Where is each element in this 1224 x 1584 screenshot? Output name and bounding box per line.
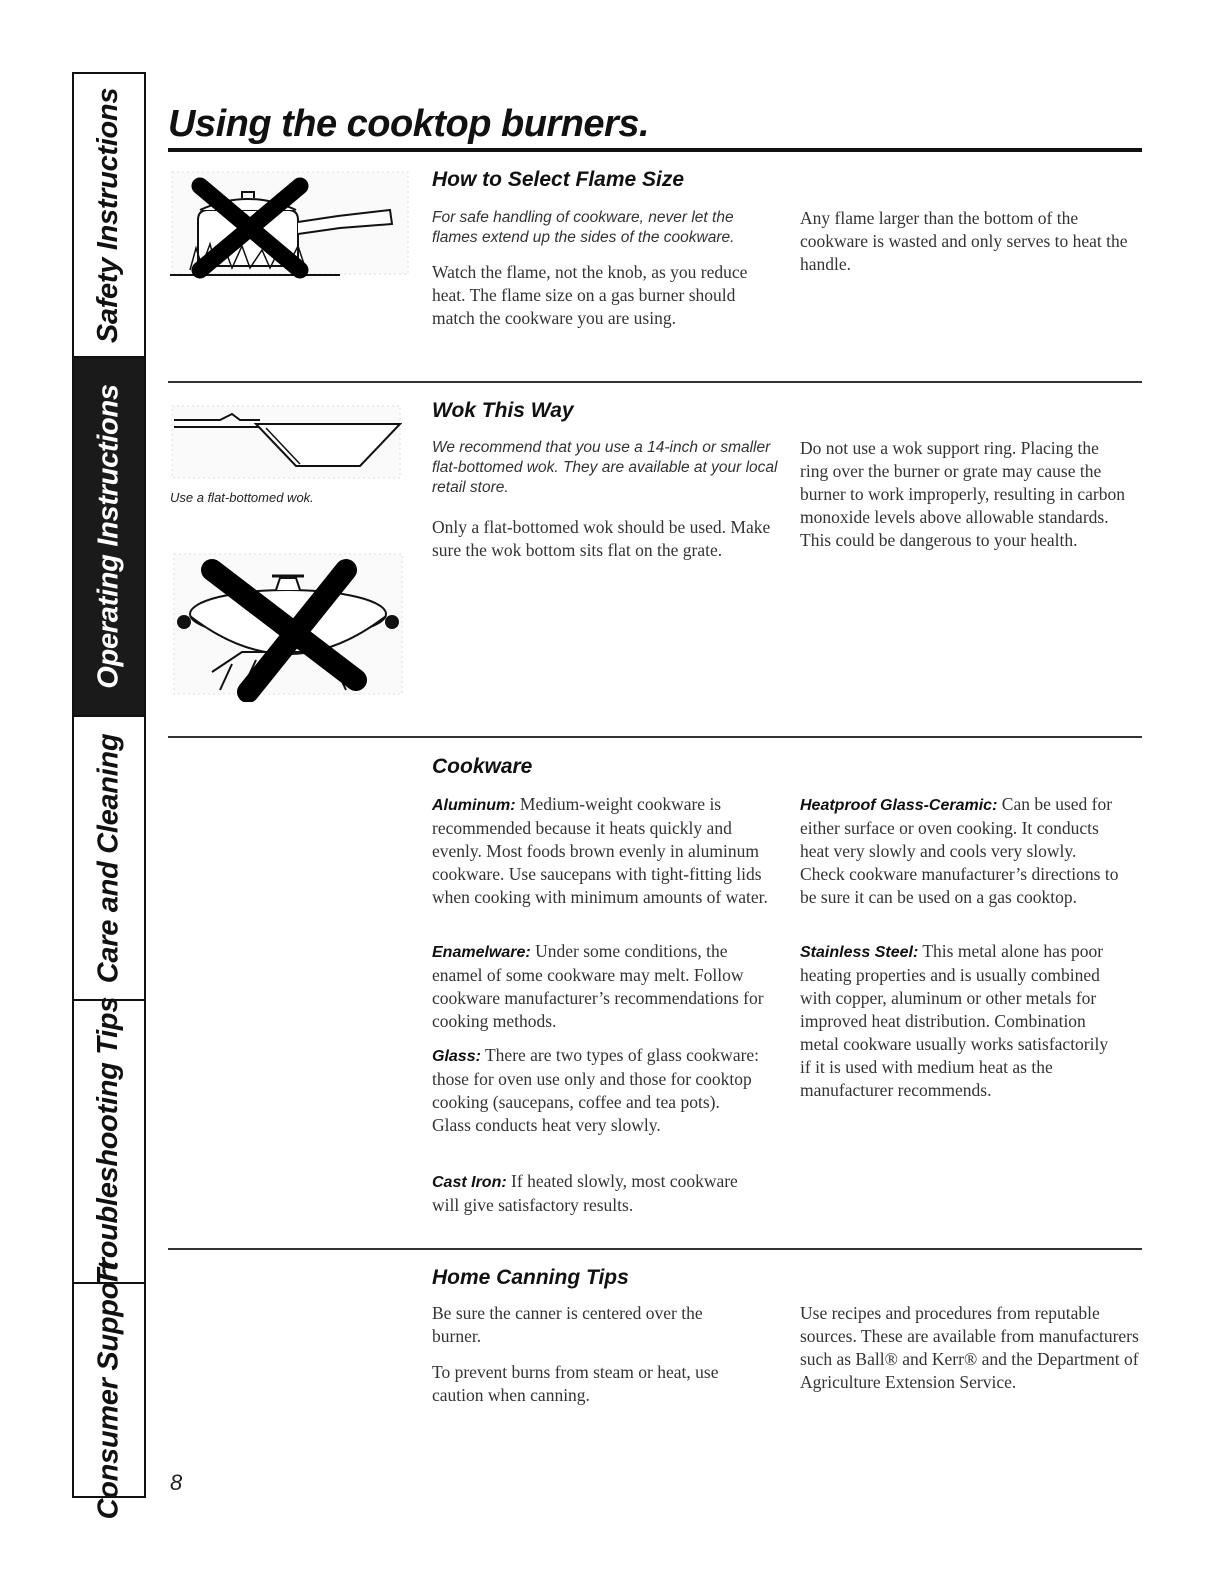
tab-label: Troubleshooting Tips: [92, 996, 125, 1287]
tab-operating-instructions[interactable]: [74, 358, 144, 717]
cookware-item-aluminum: [432, 793, 772, 909]
cookware-description: Under some conditions, the enamel of some cookware may melt. Follow cookware manufacturer’s recommendations for cooking methods.: [432, 941, 764, 1031]
flame-section-title: How to Select Flame Size: [432, 168, 685, 191]
page-title: Using the cooktop burners.: [168, 103, 650, 145]
tab-label: Safety Instructions: [92, 87, 125, 343]
cookware-description: Can be used for either surface or oven cooking. It conducts heat very slowly and cools very slowly. Check cookware manufacturer’s directions to be sure it can be used on a gas cooktop.: [800, 794, 1119, 907]
flame-body-right: Any flame larger than the bottom of the cookware is wasted and only serves to heat the handle.: [800, 208, 1128, 274]
round-wok-support-ring-illustration: [172, 552, 404, 702]
cookware-description: There are two types of glass cookware: those for oven use only and those for cooktop cooking (saucepans, coffee and tea pots). Glass conducts heat very slowly.: [432, 1045, 760, 1135]
tab-label: Consumer Support: [92, 1261, 125, 1519]
wok-body-right: Do not use a wok support ring. Placing the ring over the burner or grate may cause the burner to work improperly, resulting in carbon monoxide levels above allowable standards. This could be dangerous to your health.: [800, 438, 1125, 550]
canning-body-left-2: To prevent burns from steam or heat, use caution when canning.: [432, 1362, 719, 1405]
tab-label: Care and Cleaning: [92, 733, 125, 983]
cookware-description: If heated slowly, most cookware will give satisfactory results.: [432, 1171, 738, 1215]
cookware-term: Stainless Steel:: [800, 944, 919, 961]
cookware-item-enamelware: [432, 940, 777, 1033]
cookware-item-stainless-steel: [800, 940, 1118, 1102]
saucepan-flame-illustration: [170, 170, 410, 280]
tab-troubleshooting-tips[interactable]: [74, 996, 144, 1287]
canning-body-right: Use recipes and procedures from reputable sources. These are available from manufacturers such as Ball® and Kerr® and the Department of Agriculture Extension Service.: [800, 1303, 1139, 1392]
cookware-item-heatproof-glass-ceramic: [800, 793, 1120, 909]
cookware-term: Aluminum:: [432, 797, 516, 814]
cookware-term: Glass:: [432, 1048, 481, 1065]
tab-care-and-cleaning[interactable]: [74, 717, 144, 1001]
cookware-term: Cast Iron:: [432, 1174, 507, 1191]
flat-bottomed-wok-illustration: [170, 404, 402, 484]
cookware-item-glass: [432, 1044, 762, 1137]
section-divider: [168, 736, 1142, 738]
section-divider: [168, 1248, 1142, 1250]
cookware-term: Heatproof Glass-Ceramic:: [800, 797, 998, 814]
cookware-term: Enamelware:: [432, 944, 531, 961]
page-number: 8: [170, 1470, 183, 1495]
cookware-description: Medium-weight cookware is recommended because it heats quickly and evenly. Most foods brown evenly in aluminum cookware. Use saucepans with tight-fitting lids when cooking with minimum amounts of water.: [432, 794, 768, 907]
section-divider: [168, 381, 1142, 383]
cookware-item-cast-iron: [432, 1170, 762, 1217]
cookware-description: This metal alone has poor heating properties and is usually combined with copper, aluminum or other metals for improved heat distribution. Combination metal cookware usually works satisfactorily if it is used with medium heat as the manufacturer recommends.: [800, 941, 1109, 1100]
wok-caption: Use a flat-bottomed wok.: [170, 490, 314, 505]
tab-label: Operating Instructions: [92, 384, 125, 689]
wok-body-left: Only a flat-bottomed wok should be used. Make sure the wok bottom sits flat on the grate.: [432, 517, 771, 560]
cookware-section-title: Cookware: [432, 755, 533, 778]
canning-body-left-1: Be sure the canner is centered over the burner.: [432, 1303, 703, 1346]
flame-lead-text: For safe handling of cookware, never let the flames extend up the sides of the cookware.: [432, 209, 735, 246]
title-rule: [168, 148, 1142, 152]
tab-safety-instructions[interactable]: [74, 74, 144, 358]
wok-section-title: Wok This Way: [432, 399, 574, 422]
side-tab-bar: [72, 72, 146, 1519]
canning-section-title: Home Canning Tips: [432, 1266, 629, 1289]
wok-lead-text: We recommend that you use a 14-inch or smaller flat-bottomed wok. They are available at your local retail store.: [432, 439, 778, 496]
flame-body-left: Watch the flame, not the knob, as you reduce heat. The flame size on a gas burner should match the cookware you are using.: [432, 262, 748, 328]
tab-consumer-support[interactable]: [74, 1261, 144, 1519]
